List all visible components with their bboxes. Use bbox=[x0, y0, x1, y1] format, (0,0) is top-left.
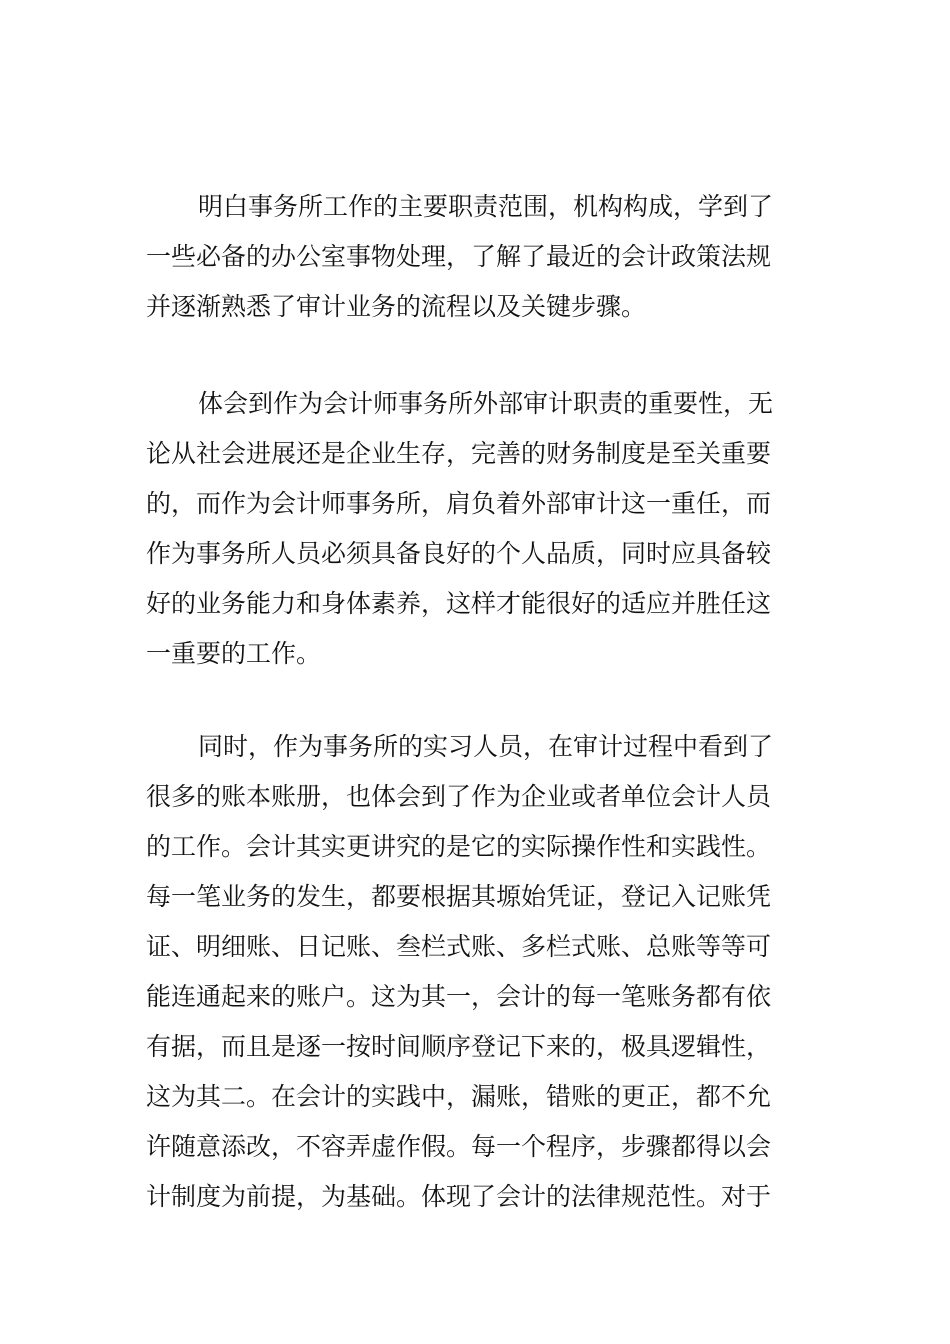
paragraph-line: 计制度为前提，为基础。体现了会计的法律规范性。对于 bbox=[146, 1182, 772, 1211]
paragraph-line: 明白事务所工作的主要职责范围，机构构成，学到了 bbox=[198, 192, 774, 221]
paragraph-line: 的工作。会计其实更讲究的是它的实际操作性和实践性。 bbox=[146, 832, 772, 861]
paragraph-line: 能连通起来的账户。这为其一，会计的每一笔账务都有依 bbox=[146, 982, 772, 1011]
paragraph-line: 并逐渐熟悉了审计业务的流程以及关键步骤。 bbox=[146, 292, 647, 321]
paragraph-line: 一些必备的办公室事物处理，了解了最近的会计政策法规 bbox=[146, 242, 772, 271]
paragraph-line: 这为其二。在会计的实践中，漏账，错账的更正，都不允 bbox=[146, 1082, 772, 1111]
paragraph-line: 的，而作为会计师事务所，肩负着外部审计这一重任，而 bbox=[146, 489, 772, 518]
paragraph-2 bbox=[146, 379, 806, 679]
paragraph-line: 每一笔业务的发生，都要根据其塬始凭证，登记入记账凭 bbox=[146, 882, 772, 911]
paragraph-line: 许随意添改，不容弄虚作假。每一个程序，步骤都得以会 bbox=[146, 1132, 772, 1161]
paragraph-1 bbox=[146, 182, 806, 332]
paragraph-line: 很多的账本账册，也体会到了作为企业或者单位会计人员 bbox=[146, 782, 772, 811]
paragraph-3 bbox=[146, 722, 806, 1222]
paragraph-line: 论从社会进展还是企业生存，完善的财务制度是至关重要 bbox=[146, 439, 772, 468]
paragraph-line: 有据，而且是逐一按时间顺序登记下来的，极具逻辑性， bbox=[146, 1032, 772, 1061]
paragraph-line: 好的业务能力和身体素养，这样才能很好的适应并胜任这 bbox=[146, 589, 772, 618]
paragraph-line: 证、明细账、日记账、叁栏式账、多栏式账、总账等等可 bbox=[146, 932, 772, 961]
paragraph-line: 一重要的工作。 bbox=[146, 639, 322, 668]
paragraph-line: 同时，作为事务所的实习人员，在审计过程中看到了 bbox=[198, 732, 774, 761]
paragraph-line: 体会到作为会计师事务所外部审计职责的重要性，无 bbox=[198, 389, 774, 418]
paragraph-line: 作为事务所人员必须具备良好的个人品质，同时应具备较 bbox=[146, 539, 772, 568]
